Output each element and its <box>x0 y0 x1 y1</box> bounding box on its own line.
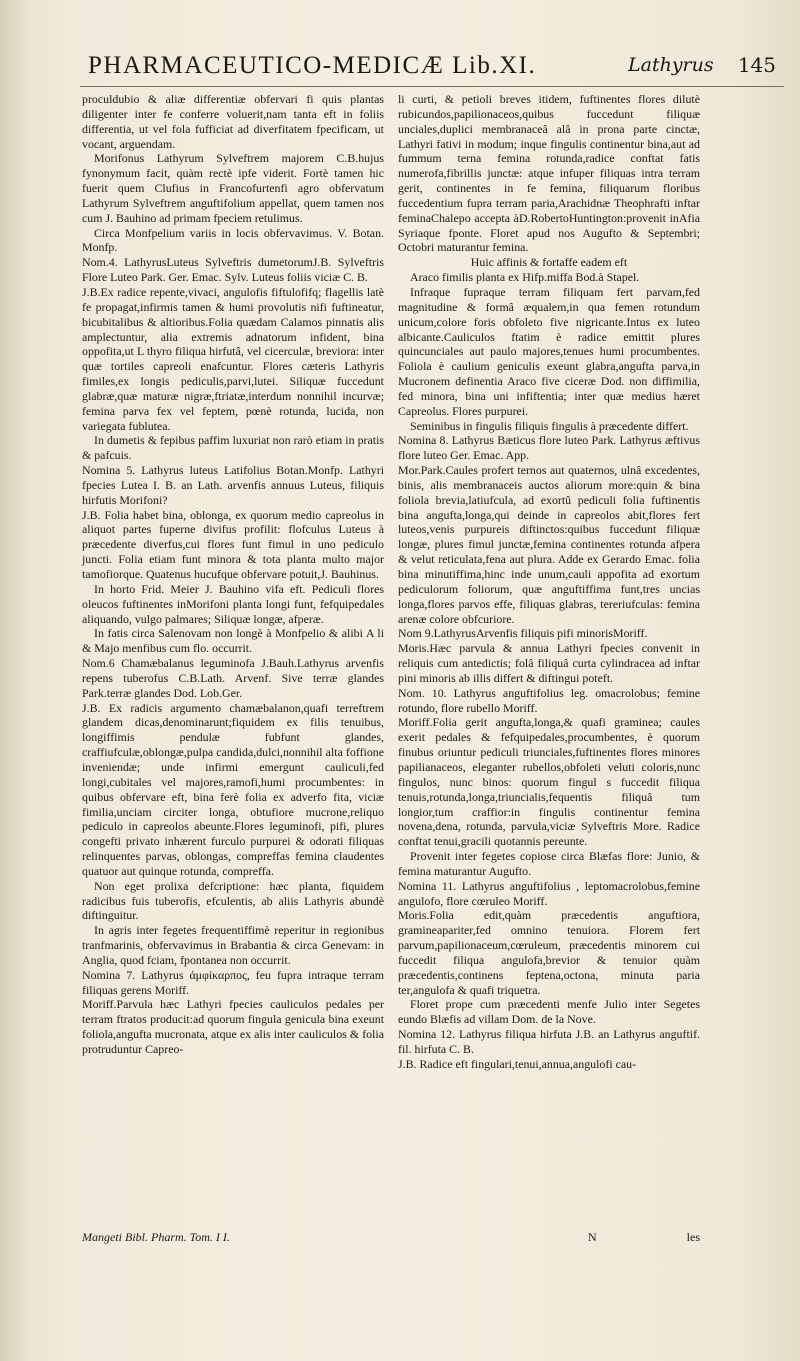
paragraph: Moris.Hæc parvula & annua Lathyri fpecies convenit in reliquis cum antedictis; folâ filiquâ curta cylindracea ad inftar pini minoris ab illis differt & diftingui poteft. <box>398 641 700 685</box>
footer-running-title: Mangeti Bibl. Pharm. Tom. I I. <box>82 1230 230 1244</box>
species-heading: Nom.6 Chamæbalanus leguminofa J.Bauh.Lathyrus arvenfis repens tuberofus C.B.Lath. Arvenf. Sive terræ glandes Park.terræ glandes Dod. Lob.Ger. <box>82 656 384 700</box>
species-heading: Nomina 12. Lathyrus filiqua hirfuta J.B. an Lathyrus anguftif. fil. hirfuta C. B. <box>398 1027 700 1056</box>
page-footer <box>82 1230 700 1246</box>
species-heading: Nom. 10. Lathyrus anguftifolius leg. omacrolobus; femine rotundo, flore rubello Moriff. <box>398 685 700 715</box>
species-heading: Nomina 5. Lathyrus luteus Latifolius Botan.Monfp. Lathyri fpecies Lutea I. B. an Lath. arvenfis annuus Luteus, filiquis hirfutis Morifoni? <box>82 463 384 507</box>
paragraph: Mor.Park.Caules profert ternos aut quaternos, ulnâ excedentes, binis, alis membranaceis auctos aliorum more:quin & bina foliola brevia,latiufcula, ad exortû pediculi folia fuftinentis bina angufta,longa,qui deinde in capreolos abit,flores fert luteos,venis purpureis diftinctos:quibus fuccedunt filiquæ longæ, plures fimul junctæ,femina continentes rotunda afpera & velut reticulata,fena aut plura. Adde ex Gerardo Emac. folia bina minutiffima,hinc inde unum,cauli appofita ad exortum pediculorum foliorum, quæ anguftiffima funt,tres uncias longa,flores parvos effe, filiquas glabras, tereriufculas: femina arenæ colore obfcuriore. <box>398 463 700 626</box>
page-number: 145 <box>737 53 776 77</box>
paragraph: Provenit inter fegetes copiose circa Blæfas flore: Junio, & femina maturantur Augufto. <box>398 849 700 878</box>
paragraph: proculdubio & aliæ differentiæ obfervari fi quis plantas diligenter inter fe conferre voluerit,nam tanta eft in foliis differentia, ut vel fola fufficiat ad diverfitatem fpecificam, ut vocant, arguendam. <box>82 92 384 151</box>
paragraph: Morifonus Lathyrum Sylveftrem majorem C.B.hujus fynonymum facit, quàm rectè ipfe viderit. Fortè tamen hic fuerit quem Clufius in Francofurtenfi agro obfervatum Lathyrum Sylveftrem anguftifolium appellat, quem tamen nos cum J. Bauhino ad primam fpeciem retulimus. <box>82 151 384 225</box>
paragraph: In dumetis & fepibus paffim luxuriat non rarò etiam in pratis & pafcuis. <box>82 433 384 463</box>
paragraph: J.B.Ex radice repente,vivaci, angulofis fiftulofifq; flagellis latè fe propagat,infirmis tamen & humi provolutis nifi fuftineatur, bicubitalibus & altioribus.Folia quædam Calamos pinnatis alis amplectuntur, alia extremis adnatorum infident, bina oppofita,ut L thyro filiqua hirfutâ, vel cicerculæ, breviora: inter quæ tortiles capreoli enafcuntur. Flores cæteris Lathyris fimiles,ex longis pediculis,parvi,lutei. Siliquæ fuccedunt glabræ,quæ maturæ nigræ,ftriatæ,interdum nonnihil incurvæ; femina parva fex vel feptem, pœnè rotunda, lucida, non variegata fublutea. <box>82 284 384 433</box>
right-column <box>398 92 700 1072</box>
paragraph: Floret prope cum præcedenti menfe Julio inter Segetes eundo Blæfis ad villam Dom. de la Nove. <box>398 997 700 1027</box>
paragraph: Araco fimilis planta ex Hifp.miffa Bod.à Stapel. <box>410 270 640 285</box>
paragraph: Huic affinis & fortaffe eadem eft <box>470 255 628 270</box>
paragraph: Moriff.Folia gerit angufta,longa,& quafi graminea; caules exerit pedales & fefquipedales,procumbentes, è quorum finubus oriuntur pediculi triunciales,fuftinentes flores minores papilianaceos, eleganter rubellos,obfoleti veluti coloris,nunc fingulos, nunc binos: quorum fingul s fuccedit filiqua tenuis,rotunda,longa,triuncialis,fequentis filiquâ tum longior,tum craffior:in fingulis continentur femina novena,dena, rotunda, parvula,viciæ Sylveftris More. Radice conftat tenui,gracili quotannis pereunte. <box>398 715 700 849</box>
paragraph: In agris inter fegetes frequentiffimè reperitur in regionibus tranfmarinis, obfervavimus in Brabantia & circa Genevam: in Anglia, quod fciam, fpontanea non occurrit. <box>82 923 384 967</box>
paragraph: Infraque fupraque terram filiquam fert parvam,fed magnitudine & formâ æqualem,in qua femen rotundum unicum,colore foris obfoleto five nigricante.Intus ex luteo albicante.Cauliculos ftatim è radice emittit plures quincunciales aut paulo majores,tenues humi procumbentes. Foliola è caulium geniculis exeunt glabra,angufta parva,in Mucronem definentia Araco five ciceræ Dod. non diffimilia, fed minora, bina uni infiftentia; inter quæ medius hæret Capreolus. Flores purpurei. <box>398 284 700 418</box>
paragraph: J.B. Radice eft fingulari,tenui,annua,angulofi cau- <box>398 1056 637 1071</box>
running-head-section: Lathyrus <box>628 54 714 76</box>
paragraph: In fatis circa Salenovam non longè à Monfpelio & alibi A li & Majo menfibus cum flo. occurrit. <box>82 626 384 656</box>
paragraph: Seminibus in fingulis filiquis fingulis à præcedente differt. <box>410 418 689 433</box>
species-heading: Nomina 8. Lathyrus Bæticus flore luteo Park. Lathyrus æftivus flore luteo Ger. Emac. App. <box>398 433 700 463</box>
paragraph: Non eget prolixa defcriptione: hæc planta, fiquidem radicibus fuis tuberofis, efculentis, ab aliis Lathyris abundè diftinguitur. <box>82 878 384 923</box>
species-heading: Nomina 7. Lathyrus ἀμφίκαρπος, feu fupra intraque terram filiquas gerens Moriff. <box>82 967 384 997</box>
running-head <box>88 52 780 86</box>
paragraph: Circa Monfpelium variis in locis obfervavimus. V. Botan. Monfp. <box>82 225 384 255</box>
paragraph: li curti, & petioli breves itidem, fuftinentes flores dilutè rubicundos,papilionaceos,quibus fuccedunt filiquæ unciales,duplici membranaceâ alâ in prona parte cinctæ, Lathyri fativi in modum; inque fingulis continentur bina,aut ad fummum terna femina rotunda,radice conftat fatis numerofa,fibrillis junctæ: atque infuper filiquas intra terram gerit, continentes in fe femina, filiquarum floribus fuccedentium fupra terram paria,Arachidnæ Theophrafti inftar feminaChalepo accepta àD.RobertoHuntington:provenit inAfia Syriaque fponte. Floret apud nos Augufto & Septembri; Octobri maturantur femina. <box>398 92 700 255</box>
paragraph: Moriff.Parvula hæc Lathyri fpecies cauliculos pedales per terram ftratos producit:ad quorum fingula genicula bina exeunt foliola,angufta mucronata, atque ex alis inter cauliculos & folia protruduntur Capreo- <box>82 997 384 1056</box>
paragraph: Moris.Folia edit,quàm præcedentis anguftiora, gramineapariter,fed omnino tenuiora. Florem fert parvum,papilionaceum,cœruleum, præcedentis minorem cui fuccedit filiqua angulofa,brevior & tenuior quàm præcedentis,continens feptena,octona, minuta paria ter,angulofa & quafi triquetra. <box>398 908 700 997</box>
paragraph: J.B. Ex radicis argumento chamæbalanon,quafi terreftrem glandem dicas,denominarunt;fiquidem ex filis tenuibus, longiffimis pendulæ fubfunt glandes, craffiufculæ,oblongæ,pulpa candida,dulci,nonnihil alta foffione inveniendæ; unde infirmi emergunt cauliculi,fed longi,cubitales vel majores,ramofi,humi procumbentes: in quibus obfervare eft, bina ferè folia ex adverfo fita, viciæ fimilia,unciam circiter longa, obtufiore mucrone,reliquo pediculo in capreolos abeunte.Flores leguminofi, pifi, plures congefti privato inhærent furculo purpurei & odorati filiquas relinquentes parvas, oblongas, compreffas femina claudentes quatuor aut quinque rotunda, compreffa. <box>82 700 384 878</box>
paragraph: In horto Frid. Meier J. Bauhino vifa eft. Pediculi flores oleucos fuftinentes inMorifoni planta longi funt, fefquipedales aliquando, vulgo palmares; Siliquæ longæ, afperæ. <box>82 581 384 626</box>
left-column <box>82 92 384 1057</box>
paragraph: J.B. Folia habet bina, oblonga, ex quorum medio capreolus in aliquot partes fuperne divifus profilit: flofculus Luteus à præcedente diverfus,cui flores funt fimul in uno pediculo juncti. Folia etiam funt minora & tota planta multo major tamofiorque. Quatenus hucufque obfervare potuit,J. Bauhinus. <box>82 507 384 581</box>
species-heading: Nom 9.LathyrusArvenfis filiquis pifi minorisMoriff. <box>398 626 648 641</box>
catchword: les <box>686 1230 700 1244</box>
header-rule <box>80 86 784 87</box>
gutter-shadow <box>0 0 28 1361</box>
running-head-title: PHARMACEUTICO-MEDICÆ Lib.XI. <box>88 52 537 79</box>
species-heading: Nomina 11. Lathyrus anguftifolius , leptomacrolobus,femine angulofo, flore cœruleo Moriff. <box>398 878 700 908</box>
species-heading: Nom.4. LathyrusLuteus Sylveftris dumetorumJ.B. Sylveftris Flore Luteo Park. Ger. Emac. Sylv. Luteus foliis viciæ C. B. <box>82 255 384 285</box>
signature-mark: N <box>588 1230 597 1244</box>
